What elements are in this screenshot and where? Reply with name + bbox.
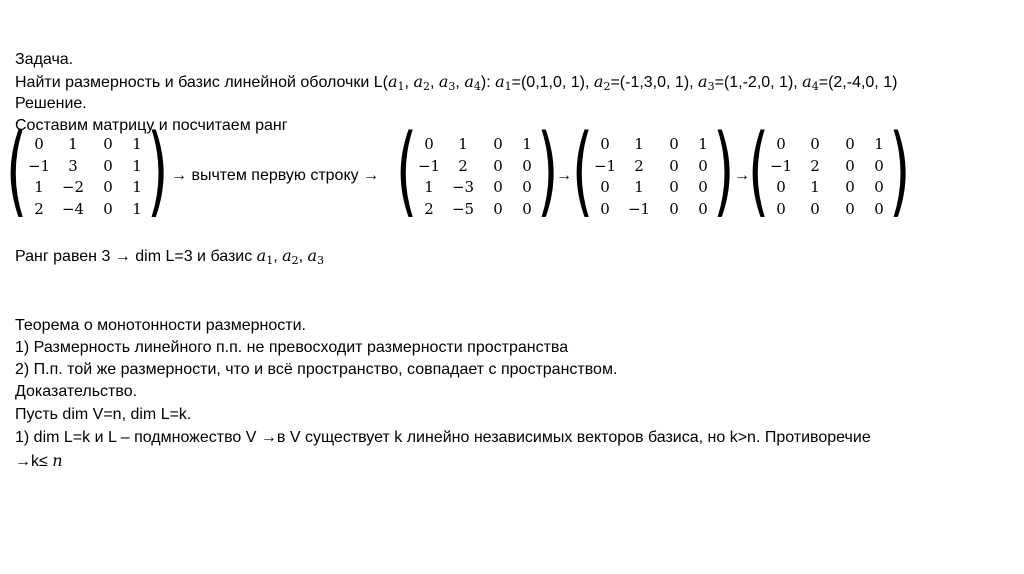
matrix-cell: 0 (845, 135, 855, 154)
matrix-cell: 0 (522, 156, 532, 175)
matrix-cell: 0 (845, 199, 855, 218)
task-heading: Задача. (15, 51, 74, 68)
matrix-cell: 0 (776, 199, 786, 218)
vector-a3-name: $a_3$ (698, 72, 715, 93)
matrix-cell: 0 (698, 178, 708, 197)
basis-a2: $a_2$ (282, 246, 299, 267)
matrix-2 (396, 114, 558, 228)
matrix-cell: −1 (627, 199, 651, 218)
matrix-cell: −1 (27, 156, 51, 175)
matrix-cell: 1 (634, 135, 644, 154)
matrix-cell: 1 (68, 135, 78, 154)
right-paren: ) (536, 114, 558, 228)
matrix-4 (748, 114, 910, 228)
matrix-cell: 0 (874, 178, 884, 197)
matrix-cell: 0 (493, 178, 503, 197)
matrix-3 (572, 114, 734, 228)
matrix-cell: 0 (845, 156, 855, 175)
matrix-row (592, 199, 718, 221)
matrix-cell: 1 (132, 178, 142, 197)
matrix-cell: 1 (132, 135, 142, 154)
matrix-cell: −1 (593, 156, 617, 175)
matrix-row (768, 177, 894, 199)
matrix-row (26, 156, 152, 178)
matrix-cell: 0 (669, 156, 679, 175)
theorem-item-2: 2) П.п. той же размерности, что и всё пространство, совпадает с пространством. (15, 361, 618, 378)
proof-line: 1) dim L=k и L – подмножество V →в V существует k линейно независимых векторов базиса, но k>n. Противоречие (15, 429, 871, 446)
matrix-cell: 0 (698, 199, 708, 218)
matrix-cell: 1 (698, 135, 708, 154)
matrix-cell: 0 (103, 156, 113, 175)
left-paren: ( (6, 114, 28, 228)
arrow-2: → (734, 167, 750, 184)
matrix-row (26, 199, 152, 221)
matrix-cell: 1 (132, 199, 142, 218)
matrix-table (592, 134, 718, 220)
matrix-row (26, 177, 152, 199)
matrix-cell: 0 (600, 135, 610, 154)
conclusion-variable: n (52, 451, 63, 470)
matrix-row (592, 177, 718, 199)
matrix-cell: 0 (522, 199, 532, 218)
vector-a4-value: =(2,-4,0, 1) (818, 74, 898, 91)
matrix-cell: 0 (874, 199, 884, 218)
matrix-cell: 0 (874, 156, 884, 175)
matrix-cell: 1 (458, 135, 468, 154)
conclusion-text: →k≤ (15, 453, 53, 470)
matrix-cell: 2 (810, 156, 820, 175)
right-paren: ) (712, 114, 734, 228)
operation-subtract-first-row: → вычтем первую строку → (171, 167, 380, 184)
matrix-cell: 1 (810, 178, 820, 197)
vector-a2-name: $a_2$ (593, 72, 611, 93)
matrix-cell: 0 (669, 178, 679, 197)
matrix-cell: 0 (669, 135, 679, 154)
matrix-cell: 0 (103, 178, 113, 197)
matrix-row (768, 199, 894, 221)
span-vector-4: $a_4$ (464, 72, 481, 93)
matrix-cell: 1 (874, 135, 884, 154)
matrix-cell: 0 (103, 199, 113, 218)
matrix-cell: 2 (458, 156, 468, 175)
matrix-cell: 2 (34, 199, 44, 218)
span-vector-2: $a_2$ (413, 72, 430, 93)
left-paren: ( (572, 114, 594, 228)
let-line: Пусть dim V=n, dim L=k. (15, 406, 192, 423)
matrix-cell: 0 (810, 199, 820, 218)
matrix-cell: −4 (61, 199, 85, 218)
matrix-cell: 2 (634, 156, 644, 175)
span-vector-1: $a_1$ (388, 72, 405, 93)
matrix-cell: 0 (103, 135, 113, 154)
theorem-item-1: 1) Размерность линейного п.п. не превосходит размерности пространства (15, 339, 569, 356)
arrow-1: → (556, 167, 572, 184)
matrix-row (416, 156, 542, 178)
theorem-title: Теорема о монотонности размерности. (15, 317, 306, 334)
matrix-table (26, 134, 152, 220)
vector-a3-value: =(1,-2,0, 1) (714, 74, 794, 91)
matrix-cell: −3 (451, 178, 475, 197)
basis-a1: $a_1$ (256, 246, 274, 267)
matrix-cell: 0 (669, 199, 679, 218)
rank-text: Ранг равен 3 → dim L=3 и базис (15, 248, 257, 265)
matrix-cell: −1 (417, 156, 441, 175)
matrix-cell: 0 (493, 135, 503, 154)
matrix-cell: 1 (34, 178, 44, 197)
matrix-cell: 0 (810, 135, 820, 154)
matrix-table (416, 134, 542, 220)
statement-prefix: Найти размерность и базис линейной оболочки L( (15, 74, 388, 91)
rank-line: Ранг равен 3 → dim L=3 и базис $a_1$, $a_2$, $a_3$ (15, 246, 325, 267)
matrix-cell: 0 (776, 178, 786, 197)
matrix-cell: 0 (34, 135, 44, 154)
matrix-cell: −5 (451, 199, 475, 218)
matrix-cell: −2 (61, 178, 85, 197)
matrix-row (768, 134, 894, 156)
span-vector-3: $a_3$ (438, 72, 456, 93)
vector-a2-value: =(-1,3,0, 1) (610, 74, 690, 91)
vector-a1-value: =(0,1,0, 1) (511, 74, 585, 91)
matrix-cell: 0 (493, 199, 503, 218)
right-paren: ) (146, 114, 168, 228)
matrix-cell: 0 (845, 178, 855, 197)
conclusion-line (15, 451, 63, 472)
matrix-table (768, 134, 894, 220)
matrix-cell: 0 (424, 135, 434, 154)
matrix-cell: 0 (776, 135, 786, 154)
matrix-row (416, 177, 542, 199)
matrix-cell: 0 (600, 178, 610, 197)
matrix-cell: 0 (698, 156, 708, 175)
vector-a1-name: $a_1$ (495, 72, 512, 93)
proof-heading: Доказательство. (15, 383, 138, 400)
left-paren: ( (396, 114, 418, 228)
step-text: Составим матрицу и посчитаем ранг (15, 117, 288, 134)
vector-a4-name: $a_4$ (802, 72, 819, 93)
solution-heading: Решение. (15, 95, 87, 112)
matrix-cell: 1 (634, 178, 644, 197)
matrix-cell: 0 (522, 178, 532, 197)
matrix-row (592, 156, 718, 178)
matrix-cell: 2 (424, 199, 434, 218)
task-statement: Найти размерность и базис линейной оболочки $L(a_1$, $a_2$, $a_3$, $a_4$): $a_1=(0,1,0$, 1), $a_2=(-1,3,0$, 1), $a_3=(1,-2,0$, 1), $a_4=(2,-4,0$, 1) (15, 72, 898, 93)
basis-a3: $a_3$ (307, 246, 325, 267)
matrix-row (768, 156, 894, 178)
matrix-row (592, 134, 718, 156)
matrix-cell: 1 (522, 135, 532, 154)
matrix-cell: 1 (424, 178, 434, 197)
matrix-cell: 0 (493, 156, 503, 175)
right-paren: ) (888, 114, 910, 228)
matrix-cell: 1 (132, 156, 142, 175)
matrix-row (416, 199, 542, 221)
matrix-cell: −1 (769, 156, 793, 175)
left-paren: ( (748, 114, 770, 228)
matrix-row (26, 134, 152, 156)
matrix-row (416, 134, 542, 156)
matrix-cell: 3 (68, 156, 78, 175)
matrix-cell: 0 (600, 199, 610, 218)
